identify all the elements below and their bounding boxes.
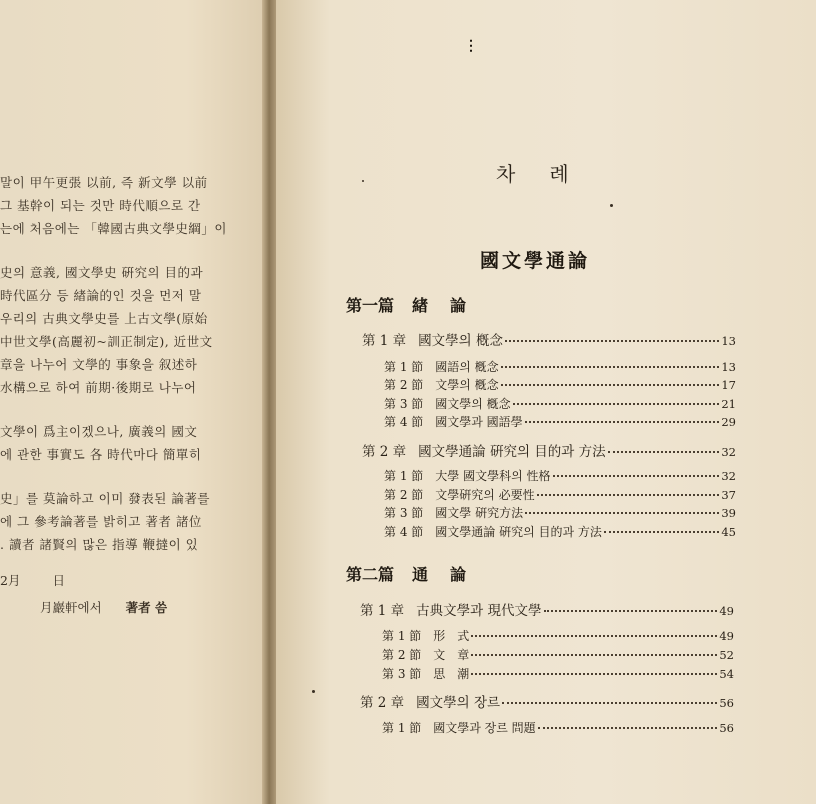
dot-leader (471, 635, 717, 637)
section-number: 第 3 節 (382, 667, 422, 681)
dot-leader (471, 654, 717, 656)
dot-leader (553, 475, 720, 477)
page-number: 37 (721, 488, 736, 502)
preface-line: 章을 나누어 文學的 事象을 叙述하 (0, 357, 198, 372)
toc-section[interactable] (384, 486, 736, 503)
page-number: 52 (719, 648, 734, 662)
section-number: 第 3 節 (384, 397, 424, 411)
chapter-title: 古典文學과 現代文學 (416, 603, 542, 619)
section-number: 第 1 節 (382, 721, 422, 735)
section-title: 形 式 (433, 629, 470, 643)
toc-section[interactable] (382, 719, 734, 736)
dot-leader (608, 451, 720, 453)
preface-line: . 讀者 諸賢의 많은 指導 鞭撻이 있 (0, 537, 199, 552)
section-title: 文學의 槪念 (435, 378, 499, 392)
page-mark: ⋮ (464, 38, 478, 54)
section-number: 第 1 節 (382, 629, 422, 643)
preface-date-day: 日 (52, 573, 65, 588)
page-number: 56 (719, 696, 734, 710)
page-number: 13 (721, 334, 736, 348)
toc-section[interactable] (384, 523, 736, 540)
page-number: 54 (719, 667, 734, 681)
section-number: 第 1 節 (384, 469, 424, 483)
preface-line: 에 관한 事實도 各 時代마다 簡單히 (0, 447, 202, 462)
preface-line: 는에 처음에는 「韓國古典文學史綱」이 (0, 221, 227, 236)
speck (610, 204, 613, 207)
chapter-title: 國文學의 장르 (416, 695, 501, 711)
preface-line: 水構으로 하여 前期·後期로 나누어 (0, 380, 197, 395)
section-number: 第 2 節 (384, 488, 424, 502)
signature-place: 月巖軒에서 (40, 600, 102, 615)
preface-line: 中世文學(高麗初~訓正制定), 近世文 (0, 334, 213, 349)
preface-line: 史」를 莫論하고 이미 發表된 論著를 (0, 491, 210, 506)
preface-line: 그 基幹이 되는 것만 時代順으로 간 (0, 198, 201, 213)
page-number: 32 (721, 469, 736, 483)
section-number: 第 2 節 (382, 648, 422, 662)
section-title: 國文學과 장르 問題 (433, 721, 536, 735)
section-title: 國文學과 國語學 (435, 415, 523, 429)
section-title: 國文學 硏究方法 (435, 506, 524, 520)
dot-leader (537, 494, 720, 496)
toc-section[interactable] (384, 395, 736, 412)
toc-chapter[interactable] (360, 691, 734, 711)
part-name: 通論 (412, 565, 489, 584)
page-number: 13 (721, 360, 736, 374)
dot-leader (525, 421, 720, 423)
part-heading (346, 562, 488, 585)
speck (312, 690, 315, 693)
toc-chapter[interactable] (362, 329, 736, 349)
preface-line: 에 그 參考論著를 밝히고 著者 諸位 (0, 514, 202, 529)
right-page (276, 0, 816, 804)
dot-leader (501, 366, 720, 368)
page-number: 32 (721, 445, 736, 459)
chapter-number: 第 2 章 (362, 444, 407, 460)
preface-line: 時代區分 등 緖論的인 것을 먼저 말 (0, 288, 202, 303)
dot-leader (471, 673, 717, 675)
section-number: 第 4 節 (384, 415, 424, 429)
chapter-number: 第 2 章 (360, 695, 405, 711)
speck (362, 180, 364, 182)
toc-chapter[interactable] (362, 440, 736, 460)
chapter-title: 國文學의 槪念 (418, 333, 504, 349)
toc-title: 차례 (496, 162, 603, 186)
left-page (0, 0, 266, 804)
toc-section[interactable] (384, 504, 736, 521)
part-label: 第一篇 (346, 296, 395, 315)
page-number: 17 (721, 378, 736, 392)
page-number: 49 (719, 604, 734, 618)
page-number: 39 (721, 506, 736, 520)
section-number: 第 1 節 (384, 360, 424, 374)
signature-author: 著者 씀 (125, 600, 168, 615)
section-title: 文學硏究의 必要性 (435, 488, 535, 502)
chapter-number: 第 1 章 (360, 603, 405, 619)
preface-line: 우리의 古典文學史를 上古文學(原始 (0, 311, 208, 326)
book-title: 國文學通論 (480, 250, 591, 272)
preface-line: 말이 甲午更張 以前, 즉 新文學 以前 (0, 175, 208, 190)
preface-date (0, 571, 93, 589)
dot-leader (501, 384, 720, 386)
dot-leader (513, 403, 720, 405)
dot-leader (538, 727, 718, 729)
toc-chapter[interactable] (360, 599, 734, 619)
dot-leader (505, 340, 719, 342)
page-number: 56 (719, 721, 734, 735)
section-title: 國文學通論 硏究의 目的과 方法 (435, 525, 602, 539)
page-number: 21 (721, 397, 736, 411)
chapter-number: 第 1 章 (362, 333, 407, 349)
section-title: 文 章 (433, 648, 470, 662)
section-number: 第 3 節 (384, 506, 424, 520)
part-heading (346, 293, 488, 316)
toc-section[interactable] (382, 665, 734, 682)
toc-section[interactable] (382, 627, 734, 644)
toc-section[interactable] (384, 467, 736, 484)
page-number: 49 (719, 629, 734, 643)
part-label: 第二篇 (346, 565, 395, 584)
dot-leader (502, 702, 717, 704)
section-number: 第 4 節 (384, 525, 424, 539)
preface-date-month: 2月 (0, 573, 21, 588)
toc-section[interactable] (384, 413, 736, 430)
dot-leader (544, 610, 718, 612)
section-title: 思 潮 (433, 667, 470, 681)
section-title: 國語의 槪念 (435, 360, 499, 374)
toc-section[interactable] (382, 646, 734, 663)
part-name: 緖論 (412, 296, 489, 315)
preface-line: 史의 意義, 國文學史 硏究의 目的과 (0, 265, 204, 280)
preface-line: 文學이 爲主이겠으나, 廣義의 國文 (0, 424, 198, 439)
section-title: 國文學의 槪念 (435, 397, 511, 411)
preface-signature (40, 598, 167, 616)
toc-section[interactable] (384, 376, 736, 393)
page-number: 45 (721, 525, 736, 539)
chapter-title: 國文學通論 硏究의 目的과 方法 (418, 444, 606, 460)
page-number: 29 (721, 415, 736, 429)
section-number: 第 2 節 (384, 378, 424, 392)
section-title: 大學 國文學科의 性格 (435, 469, 551, 483)
toc-section[interactable] (384, 358, 736, 375)
dot-leader (525, 512, 719, 514)
dot-leader (604, 531, 719, 533)
